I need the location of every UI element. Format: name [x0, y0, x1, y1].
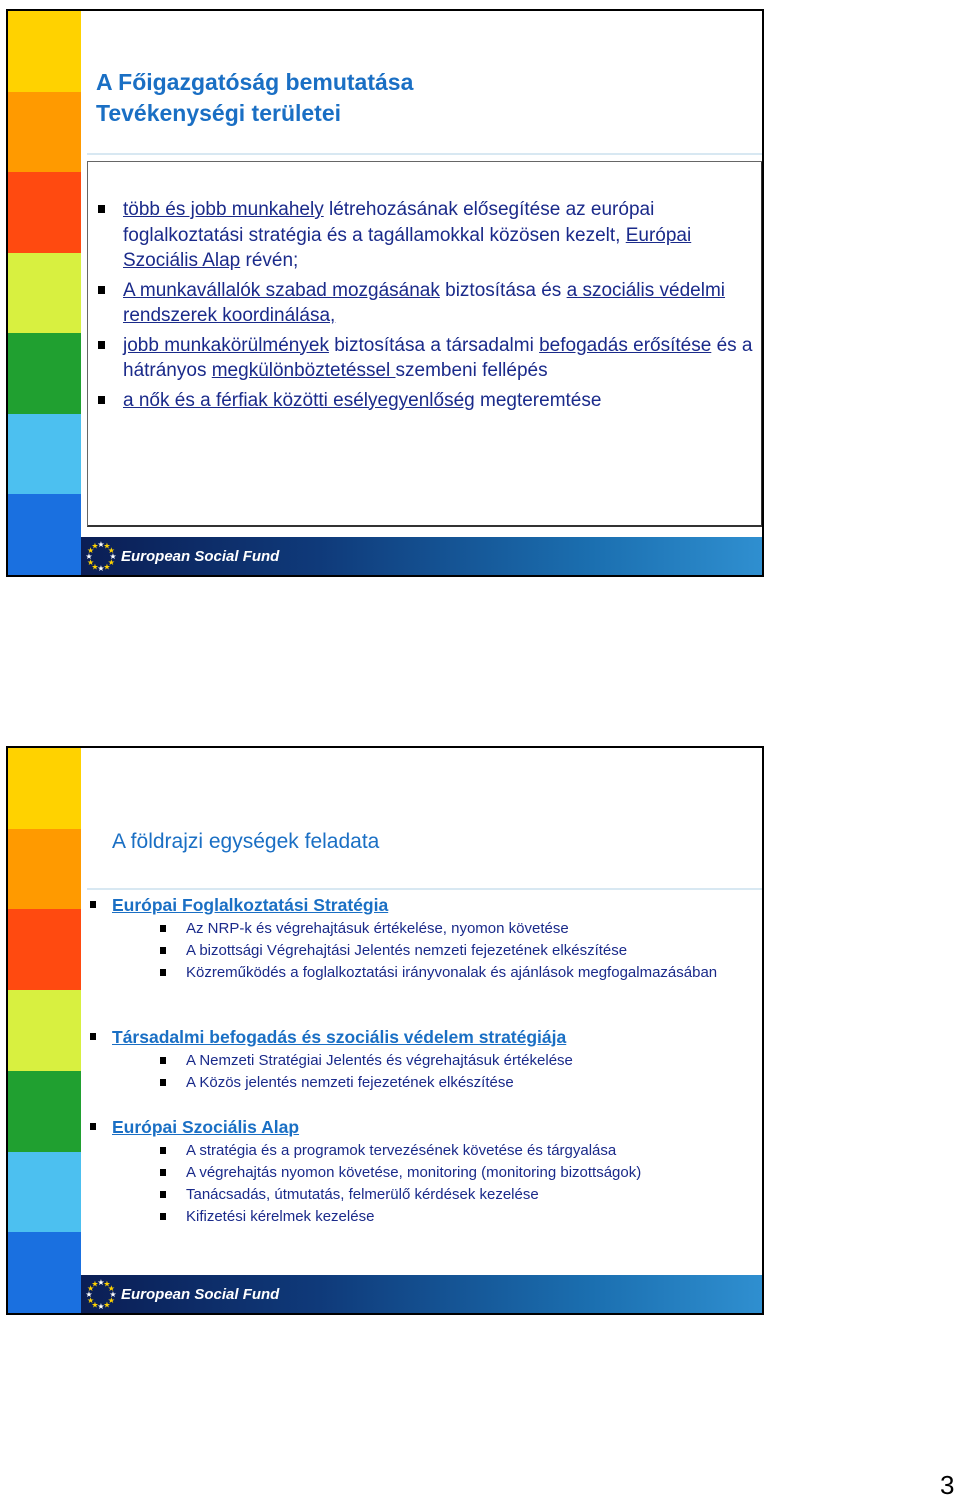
stripe-7 [8, 1232, 81, 1313]
sub-item: A stratégia és a programok tervezésének követése és tárgyalása [88, 1141, 738, 1160]
svg-text:★: ★ [107, 1296, 115, 1305]
eu-stars-icon [85, 1278, 117, 1310]
svg-text:★: ★ [107, 558, 115, 567]
footer-label: European Social Fund [121, 548, 280, 565]
bullet-text: szembeni fellépés [395, 360, 548, 381]
title-line-2: Tevékenységi területei [96, 100, 342, 126]
footer-bar [81, 1275, 762, 1313]
color-stripes [8, 748, 81, 1313]
svg-text:★: ★ [87, 1284, 95, 1293]
svg-text:★: ★ [107, 546, 115, 555]
page-number: 3 [940, 1470, 955, 1500]
stripe-5 [8, 1071, 81, 1152]
section-heading-link[interactable]: Európai Szociális Alap [88, 1116, 738, 1138]
bullet-item [96, 333, 756, 384]
sub-item: A végrehajtás nyomon követése, monitoring (monitoring bizottságok) [88, 1163, 738, 1182]
bullet-text: a szociális védelmi rendszerek koordinálása, [123, 279, 725, 326]
footer-label: European Social Fund [121, 1286, 280, 1303]
sub-item: Kifizetési kérelmek kezelése [88, 1207, 738, 1226]
svg-text:★: ★ [87, 558, 95, 567]
bullet-item [96, 388, 756, 414]
stripe-7 [8, 494, 81, 575]
divider [87, 888, 762, 890]
stripe-4 [8, 990, 81, 1071]
sub-item: Az NRP-k és végrehajtásuk értékelése, nyomon követése [88, 919, 738, 938]
svg-text:★: ★ [103, 1279, 111, 1289]
svg-text:★: ★ [97, 564, 105, 572]
bullet-text: biztosítása a társadalmi [328, 334, 540, 356]
bullet-text: megkülönböztetéssel [211, 360, 396, 381]
bullet-text: a nők és a férfiak közötti esélyegyenlőség [123, 389, 475, 411]
bullet-item [96, 197, 756, 274]
stripe-4 [8, 253, 81, 334]
bullet-text: létrehozásának elősegítése az európai foglalkoztatási stratégia és a tagállamokkal közösen kezelt, [123, 199, 655, 246]
bullet-list [96, 197, 756, 417]
footer-bar [81, 537, 762, 575]
svg-text:★: ★ [91, 1279, 99, 1289]
stripe-1 [8, 748, 81, 829]
color-stripes [8, 11, 81, 575]
bullet-text: befogadás erősítése [539, 334, 712, 356]
svg-text:★: ★ [97, 1278, 105, 1287]
bullet-text: és a hátrányos [123, 334, 753, 381]
svg-text:★: ★ [103, 1300, 111, 1310]
stripe-1 [8, 11, 81, 92]
slide-2 [6, 746, 764, 1315]
stripe-6 [8, 414, 81, 495]
svg-text:★: ★ [109, 552, 117, 561]
bullet-text: jobb munkakörülmények [123, 334, 329, 356]
bullet-text: Európai Szociális Alap [123, 224, 692, 271]
svg-text:★: ★ [91, 1300, 99, 1310]
section-heading-link[interactable]: Európai Foglalkoztatási Stratégia [88, 894, 738, 916]
bullet-text: révén; [240, 250, 299, 271]
sub-item: Közreműködés a foglalkoztatási irányvonalak és ajánlások megfogalmazásában [88, 963, 738, 982]
svg-text:★: ★ [87, 1296, 95, 1305]
svg-text:★: ★ [109, 1290, 117, 1299]
divider [87, 153, 762, 155]
slide-title [96, 67, 413, 129]
bullet-text: több és jobb munkahely [123, 199, 324, 220]
slide-1 [6, 9, 764, 577]
svg-text:★: ★ [97, 540, 105, 549]
svg-text:★: ★ [91, 562, 99, 572]
bullet-text: A munkavállalók szabad mozgásának [123, 279, 440, 301]
sub-item: A Nemzeti Stratégiai Jelentés és végrehajtásuk értékelése [88, 1051, 738, 1070]
svg-text:★: ★ [85, 1290, 93, 1299]
bullet-text: biztosítása és [439, 279, 567, 301]
section [88, 894, 738, 982]
bullet-text: megteremtése [474, 389, 602, 411]
stripe-3 [8, 172, 81, 253]
sub-item: A bizottsági Végrehajtási Jelentés nemzeti fejezetének elkészítése [88, 941, 738, 960]
title-line-1: A Főigazgatóság bemutatása [96, 69, 414, 95]
slide-title: A földrajzi egységek feladata [112, 830, 380, 853]
sub-item: Tanácsadás, útmutatás, felmerülő kérdések kezelése [88, 1185, 738, 1204]
section [88, 1026, 738, 1092]
svg-text:★: ★ [103, 562, 111, 572]
svg-text:★: ★ [91, 541, 99, 551]
stripe-2 [8, 92, 81, 173]
svg-text:★: ★ [103, 541, 111, 551]
svg-text:★: ★ [97, 1302, 105, 1310]
eu-stars-icon [85, 540, 117, 572]
stripe-6 [8, 1152, 81, 1233]
section [88, 1116, 738, 1226]
bullet-item [96, 278, 756, 329]
stripe-2 [8, 829, 81, 910]
svg-text:★: ★ [85, 552, 93, 561]
svg-text:★: ★ [107, 1284, 115, 1293]
svg-text:★: ★ [87, 546, 95, 555]
stripe-5 [8, 333, 81, 414]
sub-item: A Közös jelentés nemzeti fejezetének elkészítése [88, 1073, 738, 1092]
stripe-3 [8, 909, 81, 990]
section-heading-link[interactable]: Társadalmi befogadás és szociális védelem stratégiája [88, 1026, 738, 1048]
